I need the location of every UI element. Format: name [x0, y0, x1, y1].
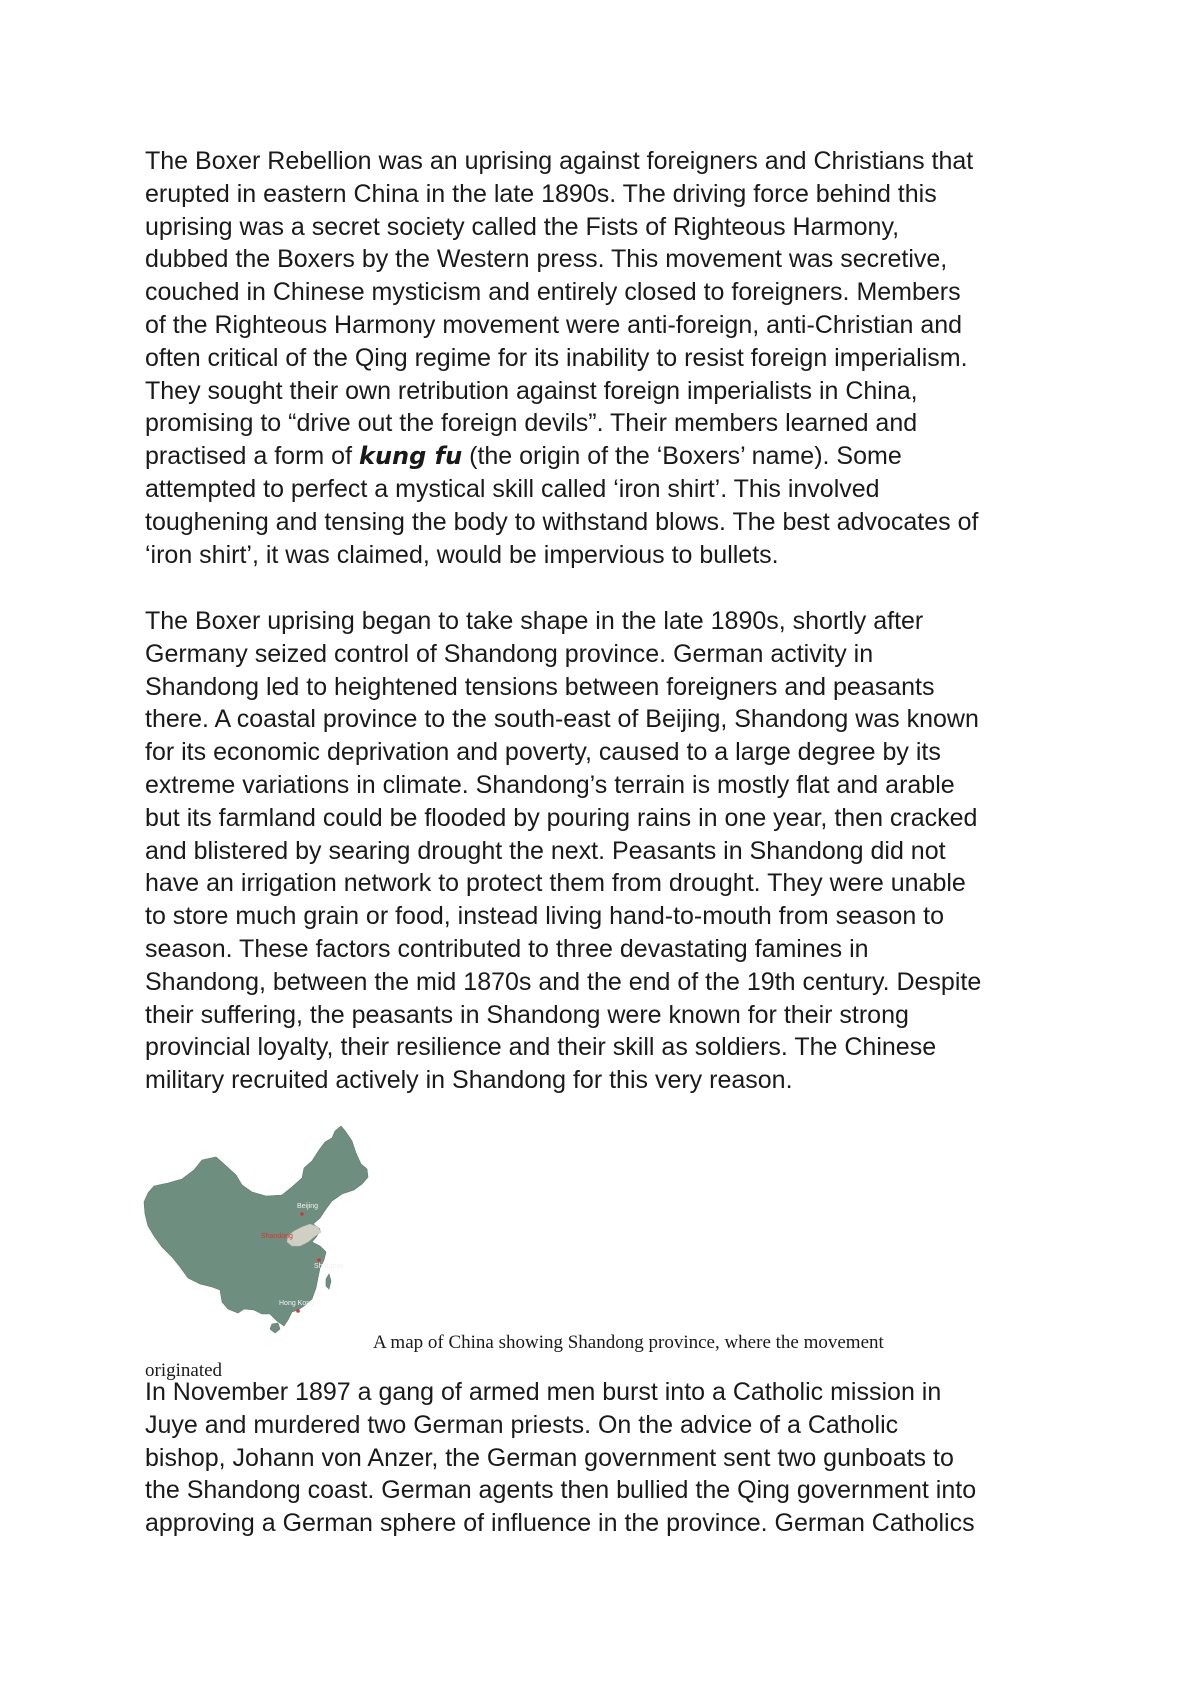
map-caption-line-1: A map of China showing Shandong province, where the movement: [373, 1332, 884, 1353]
text-line: erupted in eastern China in the late 1890s. The driving force behind this: [145, 179, 937, 208]
text-line: their suffering, the peasants in Shandong were known for their strong: [145, 1000, 909, 1029]
text-line: season. These factors contributed to three devastating famines in: [145, 934, 869, 963]
hong-kong-marker: [296, 1309, 300, 1313]
text-line: for its economic deprivation and poverty, caused to a large degree by its: [145, 738, 941, 767]
text-line: toughening and tensing the body to withstand blows. The best advocates of: [145, 507, 979, 536]
text-line: Germany seized control of Shandong province. German activity in: [145, 639, 874, 668]
paragraph-boxer-rebellion-intro: [145, 145, 1075, 571]
text-line: uprising was a secret society called the Fists of Righteous Harmony,: [145, 212, 900, 241]
text-line: provincial loyalty, their resilience and their skill as soldiers. The Chinese: [145, 1033, 937, 1062]
text-line: military recruited actively in Shandong for this very reason.: [145, 1066, 793, 1095]
text-line: and blistered by searing drought the next. Peasants in Shandong did not: [145, 836, 946, 865]
text-line: extreme variations in climate. Shandong’s terrain is mostly flat and arable: [145, 770, 955, 799]
text-line: bishop, Johann von Anzer, the German government sent two gunboats to: [145, 1443, 954, 1472]
beijing-marker: [300, 1212, 304, 1216]
text-line: have an irrigation network to protect them from drought. They were unable: [145, 869, 966, 898]
text-line: there. A coastal province to the south-east of Beijing, Shandong was known: [145, 705, 979, 734]
text-line: Juye and murdered two German priests. On the advice of a Catholic: [145, 1410, 899, 1439]
text-line: to store much grain or food, instead living hand-to-mouth from season to: [145, 902, 945, 931]
text-line: They sought their own retribution against foreign imperialists in China,: [145, 376, 918, 405]
china-landmass: [144, 1126, 368, 1326]
text-line: ‘iron shirt’, it was claimed, would be impervious to bullets.: [145, 540, 779, 569]
paragraph-shandong-background: [145, 605, 1075, 1097]
text-segment: practised a form of: [145, 442, 359, 471]
shanghai-label: Shanghai: [314, 1263, 344, 1270]
shandong-label: Shandong: [261, 1233, 293, 1240]
kung-fu-italic-term: kung fu: [358, 442, 463, 471]
hong-kong-label: Hong Kong: [279, 1300, 315, 1307]
text-line: approving a German sphere of influence in the province. German Catholics: [145, 1509, 975, 1538]
china-map-image: [142, 1126, 382, 1336]
text-segment: (the origin of the ‘Boxers’ name). Some: [462, 442, 902, 471]
text-line: often critical of the Qing regime for its inability to resist foreign imperialism.: [145, 343, 968, 372]
text-line: In November 1897 a gang of armed men burst into a Catholic mission in: [145, 1378, 942, 1406]
text-line: dubbed the Boxers by the Western press. This movement was secretive,: [145, 245, 948, 274]
shanghai-marker: [317, 1258, 321, 1262]
text-line: but its farmland could be flooded by pouring rains in one year, then cracked: [145, 803, 978, 832]
map-caption-line-2: originated: [145, 1360, 223, 1381]
text-line: couched in Chinese mysticism and entirely closed to foreigners. Members: [145, 278, 961, 307]
text-line: [145, 440, 1075, 473]
text-line: attempted to perfect a mystical skill called ‘iron shirt’. This involved: [145, 474, 880, 503]
china-map-figure: [142, 1126, 382, 1336]
taiwan-island: [326, 1274, 331, 1289]
text-line: The Boxer Rebellion was an uprising against foreigners and Christians that: [145, 147, 974, 175]
hainan-island: [270, 1323, 280, 1333]
beijing-label: Beijing: [297, 1203, 319, 1210]
paragraph-juye-incident: [145, 1376, 1075, 1540]
text-line: Shandong, between the mid 1870s and the end of the 19th century. Despite: [145, 967, 982, 996]
text-line: Shandong led to heightened tensions between foreigners and peasants: [145, 672, 935, 701]
text-line: promising to “drive out the foreign devils”. Their members learned and: [145, 409, 918, 438]
text-line: the Shandong coast. German agents then bullied the Qing government into: [145, 1476, 977, 1505]
text-line: The Boxer uprising began to take shape in the late 1890s, shortly after: [145, 607, 924, 635]
text-line: of the Righteous Harmony movement were anti-foreign, anti-Christian and: [145, 310, 963, 339]
